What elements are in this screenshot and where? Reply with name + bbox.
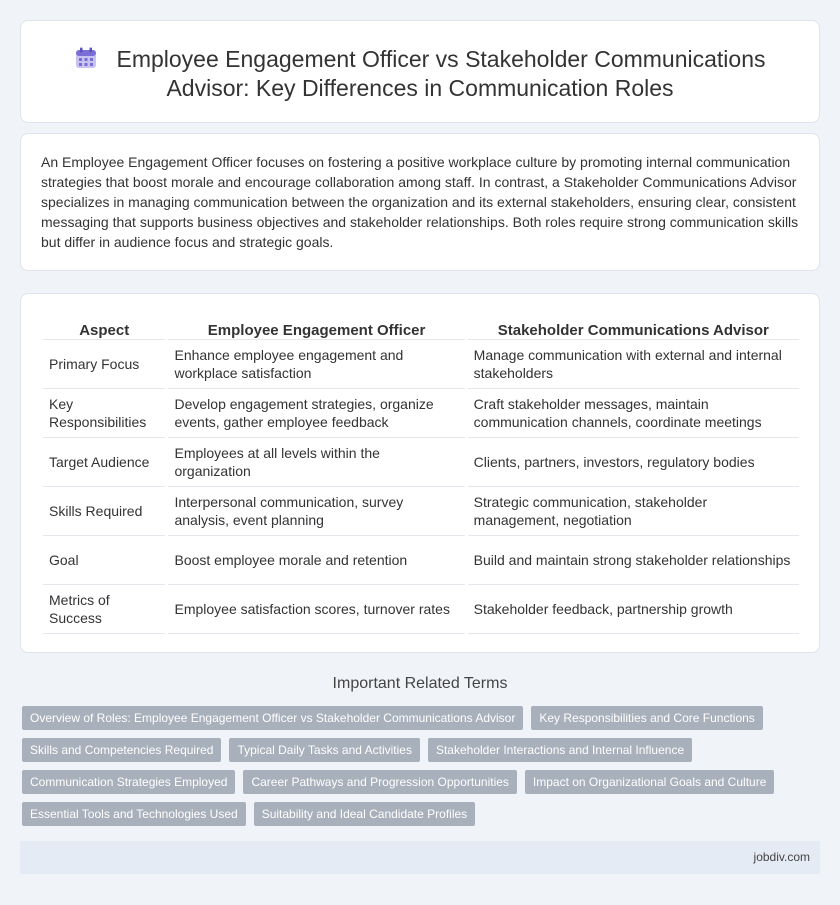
related-term-tag[interactable]: Communication Strategies Employed [22,770,235,794]
row-employee-engagement-officer: Develop engagement strategies, organize events, gather employee feedback [168,388,464,437]
table-row [43,388,799,437]
row-employee-engagement-officer: Boost employee morale and retention [168,535,464,584]
related-term-tag[interactable]: Essential Tools and Technologies Used [22,802,246,826]
row-stakeholder-communications-advisor: Craft stakeholder messages, maintain communication channels, coordinate meetings [468,388,799,437]
footer [20,841,820,874]
row-aspect: Metrics of Success [43,584,165,633]
row-employee-engagement-officer: Employee satisfaction scores, turnover rates [168,584,464,633]
table-row [43,486,799,535]
table-row [43,339,799,388]
row-stakeholder-communications-advisor: Strategic communication, stakeholder management, negotiation [468,486,799,535]
related-terms-title: Important Related Terms [332,675,508,692]
row-employee-engagement-officer: Interpersonal communication, survey analysis, event planning [168,486,464,535]
row-stakeholder-communications-advisor: Clients, partners, investors, regulatory bodies [468,437,799,486]
row-aspect: Key Responsibilities [43,388,165,437]
row-employee-engagement-officer: Enhance employee engagement and workplace satisfaction [168,339,464,388]
intro-card [20,133,820,271]
row-aspect: Primary Focus [43,339,165,388]
related-term-tag[interactable]: Overview of Roles: Employee Engagement Officer vs Stakeholder Communications Advisor [22,706,523,730]
table-header-row [43,316,799,339]
intro-paragraph: An Employee Engagement Officer focuses on fostering a positive workplace culture by promoting internal communication strategies that boost morale and encourage collaboration among staff. In contrast, a Stakeholder Communications Advisor specializes in managing communication between the organization and its external stakeholders, ensuring clear, consistent messaging that supports business objectives and stakeholder relationships. Both roles require strong communication skills but differ in audience focus and strategic goals. [41,154,799,250]
header-employee-engagement-officer: Employee Engagement Officer [168,316,464,339]
page-title: Employee Engagement Officer vs Stakeholder Communications Advisor: Key Differences in Communication Roles [116,46,766,101]
related-term-tag[interactable]: Skills and Competencies Required [22,738,221,762]
row-aspect: Target Audience [43,437,165,486]
page-title-wrap [21,45,819,103]
calendar-icon [74,46,98,70]
row-aspect: Goal [43,535,165,584]
related-term-tag[interactable]: Typical Daily Tasks and Activities [229,738,420,762]
row-employee-engagement-officer: Employees at all levels within the organization [168,437,464,486]
header-aspect: Aspect [43,316,165,339]
related-term-tag[interactable]: Impact on Organizational Goals and Culture [525,770,774,794]
row-aspect: Skills Required [43,486,165,535]
table-row [43,584,799,633]
header-card [20,20,820,123]
row-stakeholder-communications-advisor: Manage communication with external and internal stakeholders [468,339,799,388]
footer-site-link[interactable]: jobdiv.com [753,850,810,864]
comparison-card [20,293,820,653]
header-stakeholder-communications-advisor: Stakeholder Communications Advisor [468,316,799,339]
table-row [43,437,799,486]
related-term-tag[interactable]: Stakeholder Interactions and Internal Influence [428,738,692,762]
row-stakeholder-communications-advisor: Build and maintain strong stakeholder relationships [468,535,799,584]
table-row [43,535,799,584]
row-stakeholder-communications-advisor: Stakeholder feedback, partnership growth [468,584,799,633]
comparison-table [43,316,799,634]
related-term-tag[interactable]: Career Pathways and Progression Opportunities [243,770,516,794]
related-term-tag[interactable]: Key Responsibilities and Core Functions [531,706,762,730]
related-term-tag[interactable]: Suitability and Ideal Candidate Profiles [254,802,475,826]
related-terms-list [22,706,812,826]
